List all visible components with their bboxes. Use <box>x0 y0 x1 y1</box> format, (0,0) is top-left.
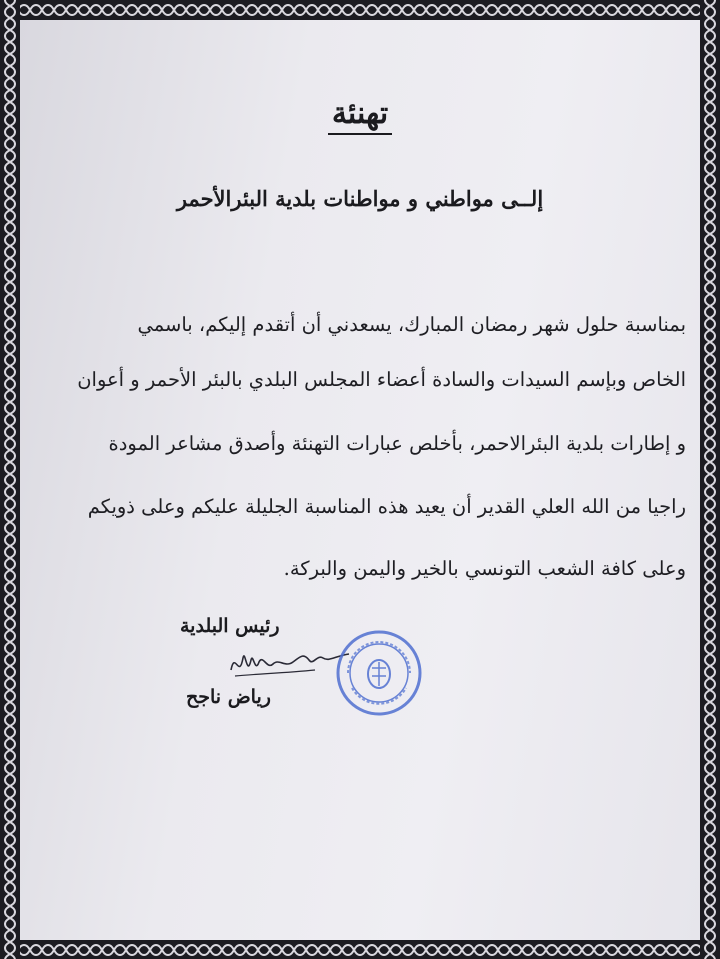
body-line-4: راجيا من الله العلي القدير أن يعيد هذه المناسبة الجليلة عليكم وعلى ذويكم <box>87 495 686 518</box>
signatory-title: رئيس البلدية <box>180 615 280 637</box>
body-line-1: بمناسبة حلول شهر رمضان المبارك، يسعدني أن أتقدم إليكم، باسمي <box>137 313 686 336</box>
document-title <box>0 96 720 131</box>
body-line-5: وعلى كافة الشعب التونسي بالخير واليمن والبركة. <box>283 557 686 580</box>
title-text: تهنئة <box>328 96 392 135</box>
recipient-line: إلــى مواطني و مواطنات بلدية البئرالأحمر <box>176 186 544 211</box>
signatory-name: رياض ناجح <box>186 686 271 708</box>
document-body-area <box>20 20 700 940</box>
body-line-2: الخاص وبإسم السيدات والسادة أعضاء المجلس البلدي بالبئر الأحمر و أعوان <box>77 368 686 391</box>
body-line-3: و إطارات بلدية البئرالاحمر، بأخلص عبارات التهنئة وأصدق مشاعر المودة <box>108 432 686 455</box>
official-seal-icon <box>334 628 424 718</box>
